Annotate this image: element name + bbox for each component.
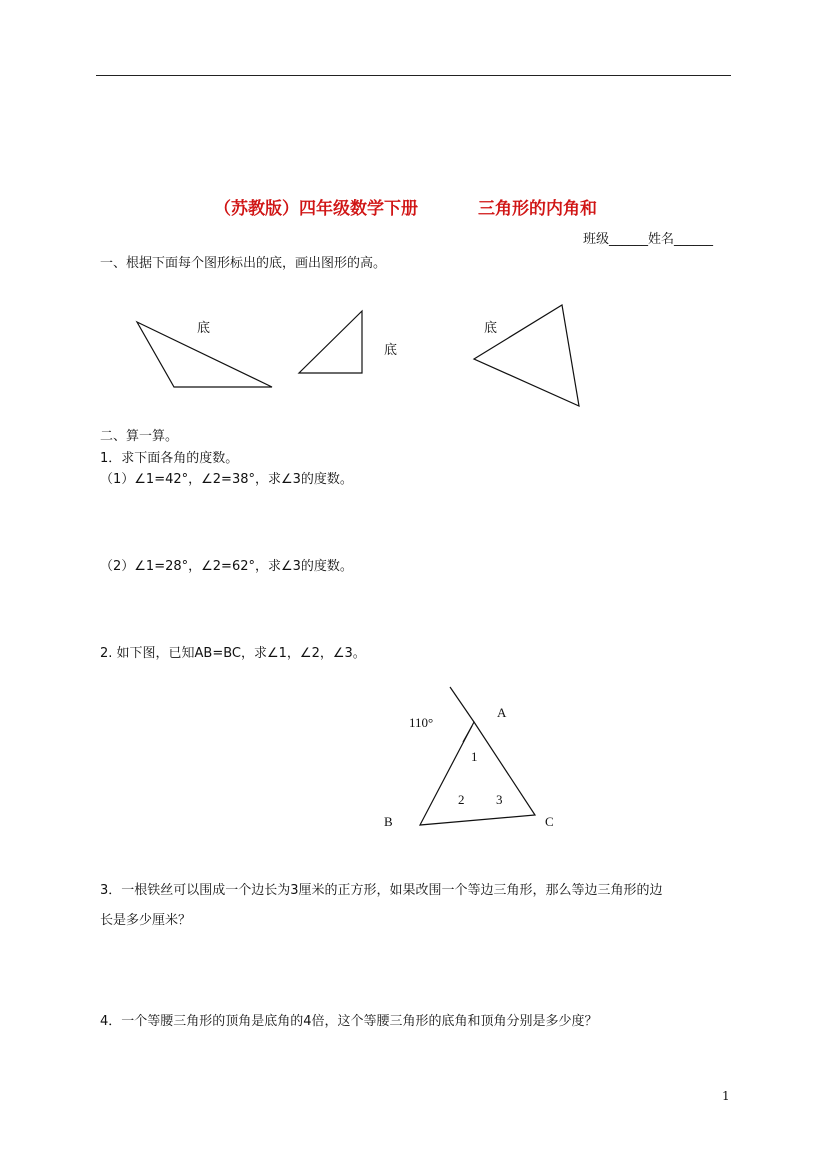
triangle-abc	[420, 722, 535, 825]
q4-text: 4．一个等腰三角形的顶角是底角的4倍，这个等腰三角形的底角和顶角分别是多少度？	[100, 1014, 598, 1029]
base-label-2: 底	[384, 343, 398, 358]
q2-prompt: 2. 如下图，已知AB=BC，求∠1，∠2，∠3。	[100, 646, 366, 661]
page-number: 1	[722, 1089, 730, 1103]
q3-line2: 长是多少厘米？	[100, 913, 192, 928]
extension-line	[450, 687, 474, 722]
class-name-line: 班级______姓名______	[583, 232, 714, 247]
section2-heading: 二、算一算。	[100, 429, 179, 444]
angle-3-label: 3	[496, 792, 503, 807]
vertex-a-label: A	[497, 705, 507, 720]
vertex-c-label: C	[545, 814, 554, 829]
q1-prompt: 1．求下面各角的度数。	[100, 451, 239, 466]
worksheet-title: （苏教版）四年级数学下册	[214, 199, 418, 219]
angle-divider	[463, 726, 472, 742]
angle-1-label: 1	[471, 749, 478, 764]
section1-heading: 一、根据下面每个图形标出的底，画出图形的高。	[100, 256, 387, 271]
angle-2-label: 2	[458, 792, 465, 807]
q1-part1: （1）∠1=42°，∠2=38°，求∠3的度数。	[100, 472, 353, 487]
q3-line1: 3．一根铁丝可以围成一个边长为3厘米的正方形，如果改围一个等边三角形，那么等边三角形的边	[100, 883, 663, 898]
base-label-1: 底	[197, 321, 211, 336]
worksheet-topic: 三角形的内角和	[478, 199, 597, 219]
q1-part2: （2）∠1=28°，∠2=62°，求∠3的度数。	[100, 559, 353, 574]
base-label-3: 底	[484, 321, 498, 336]
triangle-right	[299, 311, 362, 373]
vertex-b-label: B	[384, 814, 393, 829]
exterior-angle-label: 110°	[409, 715, 434, 730]
